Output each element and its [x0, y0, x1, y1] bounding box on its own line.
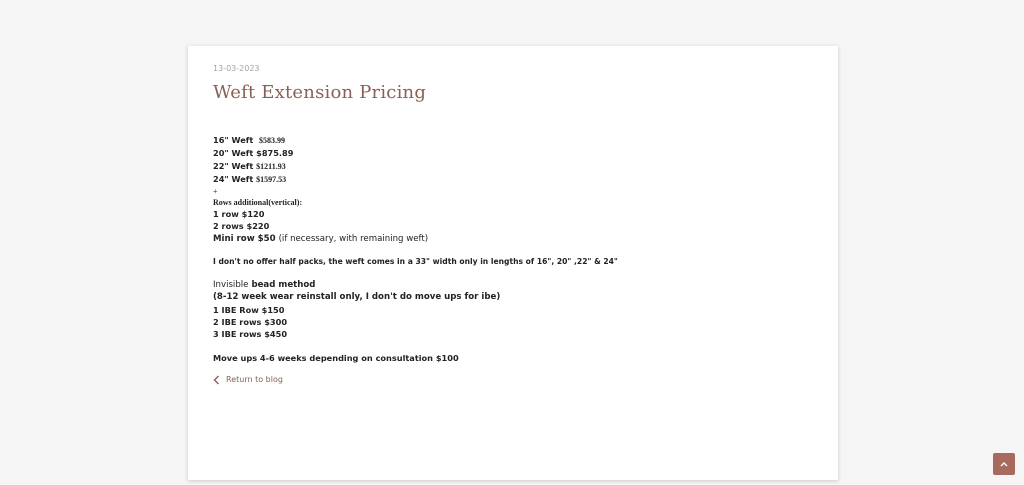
plus-sign: + — [213, 187, 218, 197]
weft-label: 16" Weft — [213, 135, 254, 145]
ibe-row-price-3: 3 IBE rows $450 — [213, 329, 288, 340]
chevron-left-icon — [213, 375, 220, 385]
return-to-blog-label: Return to blog — [226, 375, 283, 385]
weft-price: $1211.93 — [256, 161, 286, 171]
half-packs-note: I don't no offer half packs, the weft comes in a 33" width only in lengths of 16", 20" ,22" & 24" — [213, 257, 618, 267]
rows-price-1: 1 row $120 — [213, 209, 265, 220]
rows-price-2: 2 rows $220 — [213, 221, 270, 232]
weft-price-22 — [213, 160, 813, 173]
return-to-blog-link[interactable] — [213, 375, 813, 385]
mini-row-label: Mini row $50 — [213, 233, 276, 244]
ibe-row-price-2: 2 IBE rows $300 — [213, 316, 288, 327]
weft-price-16 — [213, 134, 813, 147]
ibe-subheading: (8-12 week wear reinstall only, I don't do move ups for ibe) — [213, 292, 501, 303]
mini-row-note: (if necessary, with remaining weft) — [278, 233, 429, 244]
spacer — [213, 245, 813, 256]
ibe-heading-suffix: bead method — [251, 280, 316, 291]
weft-price: $583.99 — [258, 136, 285, 145]
weft-label: 20" Weft — [213, 148, 254, 159]
blog-post-card — [188, 46, 838, 480]
mini-row-price — [213, 233, 813, 245]
ibe-row-price-1: 1 IBE Row $150 — [213, 304, 285, 315]
ibe-heading-prefix: Invisible — [213, 280, 249, 291]
ibe-heading — [213, 279, 813, 291]
weft-label: 22" Weft — [213, 160, 254, 171]
weft-price: $1597.53 — [256, 174, 287, 184]
post-content — [213, 64, 813, 385]
spacer — [213, 341, 813, 352]
chevron-up-icon — [1000, 461, 1008, 467]
weft-label: 24" Weft — [213, 173, 254, 184]
post-title: Weft Extension Pricing — [213, 82, 427, 103]
rows-additional-heading: Rows additional(vertical): — [213, 198, 303, 208]
post-body — [213, 134, 813, 364]
weft-price-24 — [213, 173, 813, 186]
spacer — [213, 268, 813, 279]
move-ups-price: Move ups 4-6 weeks depending on consultation $100 — [213, 352, 459, 363]
weft-price: $875.89 — [256, 148, 294, 159]
back-to-top-button[interactable] — [993, 453, 1015, 475]
weft-price-20 — [213, 147, 813, 159]
post-date: 13-03-2023 — [213, 64, 260, 73]
